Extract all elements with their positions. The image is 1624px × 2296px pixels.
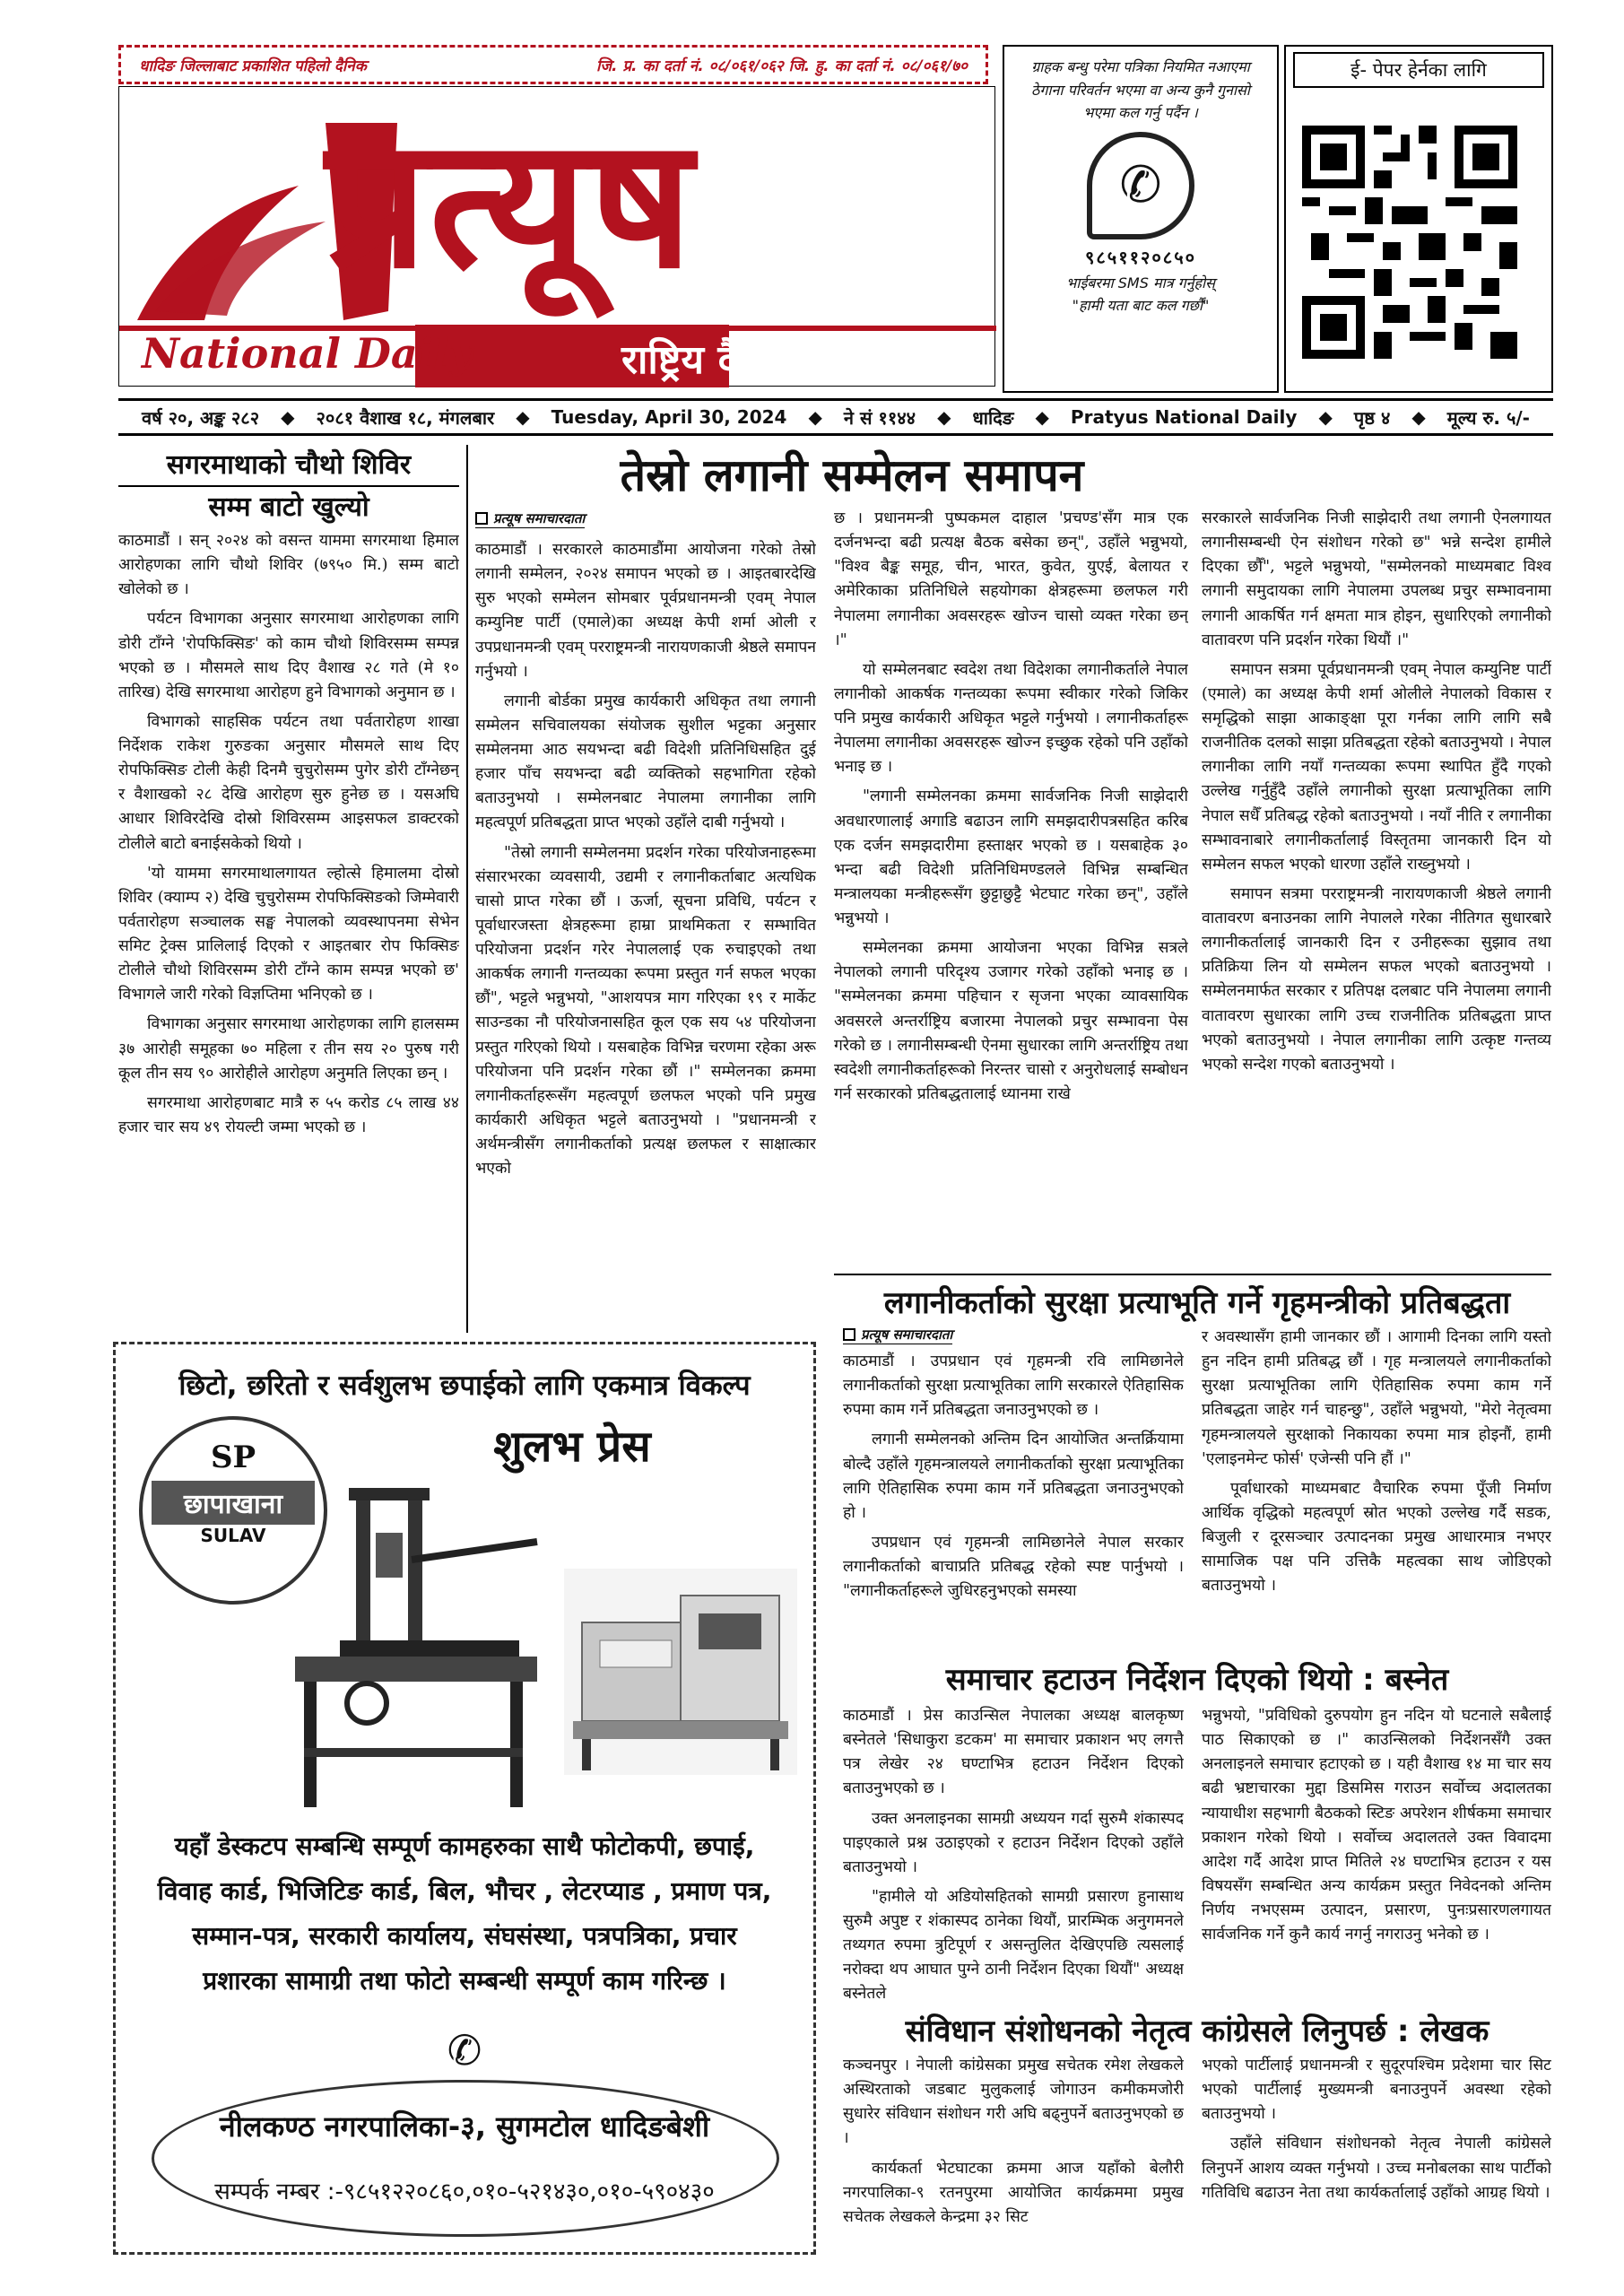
paragraph: विभागको साहसिक पर्यटन तथा पर्वतारोहण शाखा निर्देशक राकेश गुरुङका अनुसार मौसमले साथ दिए रोपफिक्सिङ टोली केही दिनमै चुचुरोसम्म पुगेर डोरी टाँग्नेछन् र वैशाखको २८ देखि आरोहण सुरु हुनेछ छ । यसअघि आधार शिविरदेखि दोस्रो शिविरसम्म आइसफल डाक्टरको टोलीले बाटो बनाईसकेको थियो ।: [118, 712, 459, 853]
everest-article: [118, 445, 459, 1333]
place-name: धादिङ: [972, 406, 1014, 429]
paragraph: पूर्वाधारको माध्यमबाट वैचारिक रुपमा पूँजी निर्माण आर्थिक वृद्धिको महत्वपूर्ण स्रोत भएको उल्लेख गर्दै सडक, बिजुली र दूरसञ्चार उत्पादनका प्रमुख आधारमात्र नभएर सामाजिक पक्ष पनि उत्तिकै महत्वका साथ जोडिएको बताउनुभयो ।: [1202, 1479, 1551, 1596]
ad-contact-numbers: सम्पर्क नम्बर :-९८५१२२०८६०,०१०-५२१४३०,०१०-५९०४३०: [214, 2179, 715, 2205]
registration-right: जि. प्र. का दर्ता नं. ०८/०६१/०६२ जि. हु. का दर्ता नं. ०८/०६१/७०: [595, 57, 968, 75]
paragraph: काठमाडौं । प्रेस काउन्सिल नेपालका अध्यक्ष बालकृष्ण बस्नेतले 'सिधाकुरा डटकम' मा समाचार प्रकाशन भए लगत्तै पत्र लेखेर २४ घण्टाभित्र हटाउन निर्देशन दिएको बताउनुभएको छ ।: [843, 1707, 1184, 1798]
paragraph: काठमाडौं । उपप्रधान एवं गृहमन्त्री रवि लामिछानेले लगानीकर्ताको सुरक्षा प्रत्याभूतिका लागि सरकारले ऐतिहासिक रुपमा काम गर्ने प्रतिबद्धता जनाउनुभएको छ ।: [843, 1352, 1184, 1420]
issue-info-bar: वर्ष २०, अङ्क २८२ ◆ २०८१ वैशाख १८, मंगलबार ◆ Tuesday, April 30, 2024 ◆ ने सं ११४४ ◆ धादिङ ◆ Pratyus National Daily ◆ पृष्ठ ४ ◆ मूल्य रु. ५/-: [118, 398, 1553, 436]
paragraph: र अवस्थासँग हामी जानकार छौं । आगामी दिनका लागि यस्तो हुन नदिन हामी प्रतिबद्ध छौं । गृह मन्त्रालयले लगानीकर्ताको सुरक्षा प्रत्याभूतिका लागि ऐतिहासिक रुपमा काम गर्ने प्रतिबद्धता जाहेर गर्न चाहन्छु", उहाँले भन्नुभयो, "मेरो नेतृत्वमा गृहमन्त्रालयले सुरक्षाको निकायका रुपमा मात्र होइनौं, हामी 'एलाइनमेन्ट फोर्स' एजेन्सी पनि हौं ।": [1202, 1328, 1551, 1468]
paragraph: "लगानी सम्मेलनका क्रममा सार्वजनिक निजी साझेदारी अवधारणालाई अगाडि बढाउन लागि समझदारीपत्रसहित करिब एक दर्जन समझदारीमा हस्ताक्षर भएको छ । यसबाहेक ३० भन्दा बढी विदेशी प्रतिनिधिमण्डलले विभिन्न सम्बन्धित मन्त्रालयका मन्त्रीहरूसँग छुट्टाछुट्टै भेटघाट गरेका छन्", उहाँले भन्नुभयो ।: [834, 787, 1188, 927]
security-col-2: [1202, 1326, 1551, 1653]
investment-col-1: [475, 538, 816, 1327]
press-advertisement: [113, 1342, 816, 2255]
page-count: पृष्ठ ४: [1353, 406, 1391, 429]
offset-printer-icon: [564, 1569, 797, 1775]
ad-tagline: छिटो, छरितो र सर्वशुलभ छपाईको लागि एकमात्र विकल्प: [178, 1370, 751, 1402]
paragraph: लगानी बोर्डका प्रमुख कार्यकारी अधिकृत तथा लगानी सम्मेलन सचिवालयका संयोजक सुशील भट्टका अनुसार सम्मेलनमा आठ सयभन्दा बढी विदेशी प्रतिनिधिसहित दुई हजार पाँच सयभन्दा बढी व्यक्तिको सहभागिता रहेको बताउनुभयो । सम्मेलनबाट नेपालमा लगानीका लागि महत्वपूर्ण प्रतिबद्धता प्राप्त भएको उहाँले दाबी गर्नुभयो ।: [475, 691, 816, 832]
newspaper-logo: [118, 86, 995, 387]
registration-line: [118, 45, 988, 84]
date-english: Tuesday, April 30, 2024: [551, 406, 787, 428]
paragraph: लगानी सम्मेलनको अन्तिम दिन आयोजित अन्तर्क्रियामा बोल्दै उहाँले गृहमन्त्रालयले लगानीकर्ताको सुरक्षा प्रत्याभूतिका लागि ऐतिहासिक रुपमा काम गर्ने प्रतिबद्धता जनाउनुभएको हो ।: [843, 1431, 1184, 1522]
ad-services-line-4: प्रशारका सामाग्री तथा फोटो सम्बन्धी सम्पूर्ण काम गरिन्छ ।: [203, 1966, 726, 1996]
investment-headline: तेस्रो लगानी सम्मेलन समापन: [620, 449, 1084, 501]
constitution-headline: संविधान संशोधनको नेतृत्व कांग्रेसले लिनुपर्छ : लेखक: [905, 2013, 1489, 2049]
ad-address: नीलकण्ठ नगरपालिका-३, सुगमटोल धादिङबेशी: [219, 2109, 710, 2144]
everest-body: [118, 529, 459, 1309]
logo-subtitle-en: National Daily: [142, 329, 473, 378]
news-removal-col-2: [1202, 1704, 1551, 2005]
paragraph: सगरमाथा आरोहणबाट मात्रै रु ५५ करोड ८५ लाख ४४ हजार चार सय ४९ रोयल्टी जम्मा भएको छ ।: [118, 1093, 459, 1136]
sms-instruction: भाईबरमा SMS मात्र गर्नुहोस्: [1066, 274, 1215, 291]
paragraph: सम्मेलनका क्रममा आयोजना भएका विभिन्न सत्रले नेपालको लगानी परिदृश्य उजागर गरेको उहाँको भनाइ छ । "सम्मेलनका क्रममा पहिचान र सृजना भएका व्यावसायिक अवसरले अन्तर्राष्ट्रिय बजारमा नेपालको प्रचुर सम्भावना पेस गरेको छ । लगानीसम्बन्धी ऐनमा सुधारका लागि अन्तर्राष्ट्रिय तथा स्वदेशी लगानीकर्ताहरूको निरन्तर चासो र अनुरोधलाई सम्बोधन गर्न सरकारको प्रतिबद्धतालाई ध्यानमा राखे: [834, 939, 1188, 1103]
viber-icon: ✆: [1087, 132, 1194, 239]
logo-subtitle-np: राष्ट्रिय दैनिक: [621, 337, 802, 383]
nepal-sambat: ने सं ११४४: [843, 406, 916, 429]
subscriber-info-box: [1003, 45, 1279, 393]
paragraph: विभागका अनुसार सगरमाथा आरोहणका लागि हालसम्म ३७ आरोही समूहका ७० महिला र तीन सय २० पुरुष गरी कूल तीन सय ९० आरोहीले आरोहण अनुमति लिएका छन् ।: [118, 1015, 459, 1083]
everest-headline-2: सम्म बाटो खुल्यो: [208, 491, 369, 523]
ad-services-line-1: यहाँ डेस्कटप सम्बन्धि सम्पूर्ण कामहरुका साथै फोटोकपी, छपाई,: [174, 1831, 755, 1861]
constitution-col-2: [1202, 2054, 1551, 2260]
security-headline: लगानीकर्ताको सुरक्षा प्रत्याभूति गर्ने गृहमन्त्रीको प्रतिबद्धता: [883, 1285, 1511, 1321]
logo-main-text: प्रत्यूष: [326, 98, 695, 309]
paragraph: 'यो याममा सगरमाथालगायत ल्होत्से हिमालमा दोस्रो शिविर (क्याम्प २) देखि चुचुरोसम्म रोपफिक्सिङको जिम्मेवारी पर्वतारोहण सञ्चालक सङ्घ नेपालको व्यवस्थापनमा सेभेन समिट ट्रेक्स प्रालिलाई दिएको र आइतबार रोप फिक्सिङ टोलीले चौथो शिविरसम्म डोरी टाँग्ने काम सम्पन्न भएको छ' विभागले जारी गरेको विज्ञप्तिमा भनिएको छ ।: [118, 864, 459, 1004]
ad-services-line-2: विवाह कार्ड, भिजिटिङ कार्ड, बिल, भौचर , लेटरप्याड , प्रमाण पत्र,: [157, 1876, 772, 1906]
paragraph: सरकारले सार्वजनिक निजी साझेदारी तथा लगानी ऐनलगायत लगानीसम्बन्धी ऐन संशोधन गरेको छ" भन्ने सन्देश हामीले दिएका छौँ", भट्टले भन्नुभयो, "सम्मेलनको माध्यमबाट विश्व लगानी समुदायका लागि नेपालमा उपलब्ध प्रचुर सम्भावनामा लगानी आकर्षित गर्न क्षमता मात्र होइन, सुधारिएको लगानीको वातावरण पनि प्रदर्शन गरेका थियौं ।": [1202, 509, 1551, 649]
logo-english: SULAV: [200, 1525, 266, 1546]
byline-box-icon: [475, 512, 488, 525]
news-removal-col-1: [843, 1704, 1184, 2005]
paragraph: कार्यकर्ता भेटघाटका क्रममा आज यहाँको बेलौरी नगरपालिका-९ रतनपुरमा आयोजित कार्यक्रममा प्रमुख सचेतक लेखकले केन्द्रमा ३२ सिट: [843, 2159, 1184, 2226]
volume-issue: वर्ष २०, अङ्क २८२: [142, 406, 260, 429]
paragraph: "हामीले यो अडियोसहितको सामग्री प्रसारण हुनासाथ सुरुमै अपुष्ट र शंकास्पद ठानेका थियौं, प्रारम्भिक अनुगमनले तथ्यगत रुपमा त्रुटिपूर्ण र असन्तुलित देखिएपछि त्यसलाई नरोक्दा थप आघात पुग्ने ठानी निर्देशन दिएका थियौं" अध्यक्ष बस्नेतले: [843, 1887, 1184, 2004]
paragraph: काठमाडौं । सन् २०२४ को वसन्त याममा सगरमाथा हिमाल आरोहणका लागि चौथो शिविर (७९५० मि.) सम्म बाटो खोलेको छ ।: [118, 532, 459, 599]
logo-nepali: छापाखाना: [152, 1481, 315, 1525]
paragraph: यो सम्मेलनबाट स्वदेश तथा विदेशका लगानीकर्ताले नेपाल लगानीको आकर्षक गन्तव्यका रूपमा स्वीकार गरेको जिकिर पनि प्रमुख कार्यकारी अधिकृत भट्टले गर्नुभयो । लगानीकर्ताहरू नेपालमा लगानीका अवसरहरू खोज्न इच्छुक रहेको पनि उहाँको भनाइ छ ।: [834, 660, 1188, 777]
logo-initials: SP: [210, 1439, 256, 1475]
section-rule: [834, 1274, 1551, 1275]
investment-byline: प्रत्यूष समाचारदाता: [475, 509, 585, 534]
paragraph: छ । प्रधानमन्त्री पुष्पकमल दाहाल 'प्रचण्ड'सँग मात्र एक दर्जनभन्दा बढी प्रत्यक्ष बैठक बसेका छन्", उहाँले भन्नुभयो, "विश्व बैङ्क समूह, चीन, भारत, कुवेत, युएई, बेलायत र अमेरिकाका प्रतिनिधिले सहयोगका क्षेत्रहरूमा छलफल गरी नेपालमा लगानीका अवसरहरू खोज्न चासो व्यक्त गरेका छन् ।": [834, 509, 1188, 649]
constitution-col-1: [843, 2054, 1184, 2260]
price: मूल्य रु. ५/-: [1446, 406, 1530, 429]
paragraph: भएको पार्टीलाई प्रधानमन्त्री र सुदूरपश्चिम प्रदेशमा चार सिट भएको पार्टीलाई मुख्यमन्त्री बनाउनुपर्ने अवस्था रहेको बताउनुभयो ।: [1202, 2057, 1551, 2124]
paragraph: उक्त अनलाइनका सामग्री अध्ययन गर्दा सुरुमै शंकास्पद पाइएकाले प्रश्न उठाइएको र हटाउन निर्देशन दिएको उहाँले बताउनुभयो ।: [843, 1809, 1184, 1876]
security-col-1: [843, 1350, 1184, 1655]
phone-icon: ✆: [447, 2026, 482, 2074]
paragraph: पर्यटन विभागका अनुसार सगरमाथा आरोहणका लागि डोरी टाँग्ने 'रोपफिक्सिङ' को काम चौथो शिविरसम्म सम्पन्न भएको छ । मौसमले साथ दिए वैशाख २८ गते (मे १० तारिख) देखि सगरमाथा आरोहण हुने विभागको अनुमान छ ।: [118, 610, 459, 701]
paragraph: "तेस्रो लगानी सम्मेलनमा प्रदर्शन गरेका परियोजनाहरूमा संसारभरका व्यवसायी, उद्यमी र लगानीकर्ताबाट अत्यधिक चासो प्राप्त गरेका छौं । ऊर्जा, सूचना प्रविधि, पर्यटन र पूर्वाधारजस्ता क्षेत्रहरूमा हाम्रा प्राथमिकता र सम्भावित परियोजना प्रदर्शन गरेर नेपाललाई एक रुचाइएको तथा आकर्षक लगानी गन्तव्यका रूपमा प्रस्तुत गर्न सफल भएका छौं", भट्टले भन्नुभयो, "आशयपत्र माग गरिएका १९ र मार्केट साउन्डका नौ परियोजनासहित कूल एक सय ५४ परियोजना प्रस्तुत गरिएको थियो । यसबाहेक विभिन्न चरणमा रहेका अरू परियोजना पनि प्रदर्शन गरेका छौं ।" सम्मेलनका क्रममा लगानीकर्ताहरूसँग महत्वपूर्ण छलफल भएको पनि प्रमुख कार्यकारी अधिकृत भट्टले बताउनुभयो । "प्रधानमन्त्री र अर्थमन्त्रीसँग लगानीकर्ताको प्रत्यक्ष छलफल र साक्षात्कार भएको: [475, 843, 816, 1178]
qr-code-icon[interactable]: [1302, 126, 1517, 359]
byline-box-icon: [843, 1328, 855, 1341]
viber-phone-number: ९८५११२०८५०: [1085, 246, 1196, 268]
ad-business-name: शुलभ प्रेस: [493, 1422, 651, 1472]
paper-name-en: Pratyus National Daily: [1070, 406, 1298, 428]
investment-col-3: [1202, 507, 1551, 1278]
registration-left: धादिङ जिल्लाबाट प्रकाशित पहिलो दैनिक: [139, 57, 367, 75]
subscriber-info-text: ग्राहक बन्धु परेमा पत्रिका नियमित नआएमा ठेगाना परिवर्तन भएमा वा अन्य कुनै गुनासो भएमा कल गर्नु पर्दैन ।: [1031, 58, 1250, 122]
everest-headline-1: सगरमाथाको चौथो शिविर: [118, 445, 459, 487]
hand-press-machine-icon: [241, 1479, 564, 1811]
column-divider: [466, 445, 468, 1333]
paragraph: उपप्रधान एवं गृहमन्त्री लामिछानेले नेपाल सरकार लगानीकर्ताको बाचाप्रति प्रतिबद्ध रहेको स्पष्ट पार्नुभयो । "लगानीकर्ताहरूले जुधिरहनुभएको समस्या: [843, 1533, 1184, 1601]
date-nepali: २०८१ वैशाख १८, मंगलबार: [316, 406, 495, 429]
paragraph: समापन सत्रमा पूर्वप्रधानमन्त्री एवम् नेपाल कम्युनिष्ट पार्टी (एमाले) का अध्यक्ष केपी शर्मा ओलीले नेपालको विकास र समृद्धिको साझा आकाङ्क्षा पूरा गर्नका लागि लागि सबै राजनीतिक दलको साझा प्रतिबद्धता रहेको बताउनुभयो । नेपाल लगानीका लागि नयाँ गन्तव्यका रूपमा स्थापित हुँदै गएको उल्लेख गर्नुहुँदै उहाँले लगानीको सुरक्षा प्रत्याभूतिका लागि नेपाल सधैँ प्रतिबद्ध रहेको बताउनुभयो । नयाँ नीति र लगानीका सम्भावनाबारे लगानीकर्तालाई विस्तृतमा जानकारी दिन यो सम्मेलन सफल भएको धारणा उहाँले राख्नुभयो ।: [1202, 660, 1551, 874]
paragraph: काठमाडौं । सरकारले काठमाडौंमा आयोजना गरेको तेस्रो लगानी सम्मेलन, २०२४ समापन भएको छ । आइतबारदेखि सुरु भएको सम्मेलन सोमबार पूर्वप्रधानमन्त्री एवम् नेपाल कम्युनिष्ट पार्टी (एमाले)का अध्यक्ष केपी शर्मा ओली र उपप्रधानमन्त्री एवम् परराष्ट्रमन्त्री नारायणकाजी श्रेष्ठले समापन गर्नुभयो ।: [475, 541, 816, 681]
ad-contact-oval: [152, 2080, 779, 2237]
security-byline: प्रत्यूष समाचारदाता: [843, 1326, 952, 1350]
paragraph: कञ्चनपुर । नेपाली कांग्रेसका प्रमुख सचेतक रमेश लेखकले अस्थिरताको जडबाट मुलुकलाई जोगाउन कमीकमजोरी सुधारेर संविधान संशोधन गरी अघि बढ्नुपर्ने बताउनुभएको छ ।: [843, 2057, 1184, 2148]
investment-col-2: [834, 507, 1188, 1327]
epaper-label: ई- पेपर हेर्नका लागि: [1293, 52, 1544, 88]
paragraph: उहाँले संविधान संशोधनको नेतृत्व नेपाली कांग्रेसले लिनुपर्ने आशय व्यक्त गर्नुभयो । उच्च मनोबलका साथ पार्टीको गतिविधि बढाउन नेता तथा कार्यकर्तालाई उहाँको आग्रह थियो ।: [1202, 2135, 1551, 2202]
paragraph: समापन सत्रमा परराष्ट्रमन्त्री नारायणकाजी श्रेष्ठले लगानी वातावरण बनाउनका लागि नेपालले गरेका नीतिगत सुधारबारे लगानीकर्तालाई जानकारी दिन र उनीहरूका सुझाव तथा प्रतिक्रिया लिन यो सम्मेलन सफल भएको बताउनुभयो । सम्मेलनमार्फत सरकार र प्रतिपक्ष दलबाट पनि नेपालमा लगानी वातावरण सुधारका लागि उच्च राजनीतिक प्रतिबद्धता प्राप्त भएको बताउनुभयो । नेपाल लगानीका लागि उत्कृष्ट गन्तव्य भएको सन्देश गएको बताउनुभयो ।: [1202, 884, 1551, 1074]
ad-services-line-3: सम्मान-पत्र, सरकारी कार्यालय, संघसंस्था, पत्रपत्रिका, प्रचार: [192, 1921, 737, 1951]
paragraph: भन्नुभयो, "प्रविधिको दुरुपयोग हुन नदिन यो घटनाले सबैलाई पाठ सिकाएको छ ।" काउन्सिलको निर्देशनसँगै उक्त अनलाइनले समाचार हटाएको छ । यही वैशाख १४ मा चार सय बढी भ्रष्टाचारका मुद्दा डिसमिस गराउन सर्वोच्च अदालतका न्यायाधीश सहभागी बैठकको स्टिङ अपरेशन शीर्षकमा समाचार प्रकाशन गरेको थियो । सर्वोच्च अदालतले उक्त विवादमा आदेश गर्दै आदेश प्राप्त मितिले २४ घण्टाभित्र हटाउन र यस विषयसँग सम्बन्धित अन्य कार्यक्रम प्रस्तुत निवेदनको अन्तिम निर्णय नभएसम्म उत्पादन, प्रसारण, पुनःप्रसारणलगायत सार्वजनिक गर्ने कुनै कार्य नगर्नु नगराउनु भनेको छ ।: [1202, 1707, 1551, 1944]
news-removal-headline: समाचार हटाउन निर्देशन दिएको थियो : बस्नेत: [945, 1662, 1449, 1698]
sms-quote: "हामी यता बाट कल गर्छौं": [1072, 297, 1210, 315]
